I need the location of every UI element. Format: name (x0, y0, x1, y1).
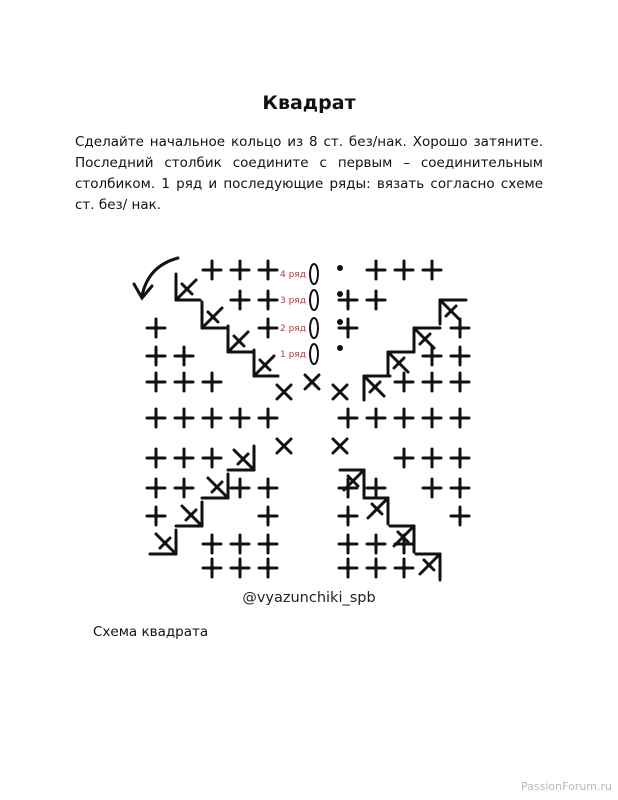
sc-stitch-symbol (423, 479, 441, 497)
sc-stitch-symbol (259, 479, 277, 497)
sc-stitch-symbol (423, 347, 441, 365)
increase-stitch-symbol (202, 302, 226, 328)
sc-stitch-symbol (203, 449, 221, 467)
chain-oval-symbol (310, 318, 318, 338)
row-label: 2 ряд (280, 324, 306, 334)
chain-oval-symbol (310, 264, 318, 284)
sc-stitch-symbol (175, 449, 193, 467)
increase-stitch-symbol (440, 300, 466, 324)
sc-stitch-symbol (367, 559, 385, 577)
row-label: 1 ряд (280, 350, 306, 360)
increase-stitch-symbol (202, 474, 228, 498)
sc-stitch-symbol (451, 507, 469, 525)
chain-x-symbol (305, 375, 319, 389)
sc-stitch-symbol (231, 291, 249, 309)
sc-stitch-symbol (367, 409, 385, 427)
increase-stitch-symbol (228, 446, 254, 470)
slip-stitch-dot (337, 265, 343, 271)
chain-oval-symbol (310, 290, 318, 310)
increase-stitch-symbol (228, 326, 252, 352)
sc-stitch-symbol (367, 291, 385, 309)
sc-stitch-symbol (339, 535, 357, 553)
sc-stitch-symbol (203, 409, 221, 427)
sc-stitch-symbol (339, 559, 357, 577)
sc-stitch-symbol (339, 409, 357, 427)
sc-stitch-symbol (451, 409, 469, 427)
sc-stitch-symbol (203, 261, 221, 279)
increase-stitch-symbol (364, 498, 388, 524)
increase-stitch-symbol (414, 328, 440, 352)
sc-stitch-symbol (395, 559, 413, 577)
row-label: 3 ряд (280, 296, 306, 306)
sc-stitch-symbol (395, 373, 413, 391)
crochet-chart (128, 248, 488, 588)
slip-stitch-dot (337, 291, 343, 297)
increase-stitch-symbol (388, 352, 414, 376)
sc-stitch-symbol (147, 347, 165, 365)
increase-stitch-symbol (254, 350, 278, 376)
sc-stitch-symbol (175, 479, 193, 497)
sc-stitch-symbol (423, 449, 441, 467)
increase-stitch-symbol (150, 530, 176, 554)
author-handle: @vyazunchiki_spb (242, 590, 376, 606)
sc-stitch-symbol (203, 373, 221, 391)
chain-x-symbol (333, 385, 347, 399)
sc-stitch-symbol (367, 261, 385, 279)
sc-stitch-symbol (147, 479, 165, 497)
sc-stitch-symbol (147, 319, 165, 337)
increase-stitch-symbol (176, 502, 202, 526)
chart-caption: Схема квадрата (93, 624, 209, 640)
sc-stitch-symbol (259, 261, 277, 279)
sc-stitch-symbol (259, 319, 277, 337)
sc-stitch-symbol (339, 507, 357, 525)
instructions-paragraph: Сделайте начальное кольцо из 8 ст. без/нак. Хорошо затяните. Последний столбик соедините с первым – соединительным столбиком. 1 ряд и последующие ряды: вязать согласно схеме ст. без/ нак. (75, 134, 543, 213)
sc-stitch-symbol (175, 347, 193, 365)
chain-x-symbol (333, 439, 347, 453)
sc-stitch-symbol (231, 409, 249, 427)
page-title: Квадрат (262, 92, 356, 114)
watermark: PassionForum.ru (521, 780, 612, 793)
sc-stitch-symbol (423, 373, 441, 391)
increase-stitch-symbol (364, 376, 390, 400)
slip-stitch-dot (337, 345, 343, 351)
sc-stitch-symbol (175, 373, 193, 391)
sc-stitch-symbol (231, 261, 249, 279)
sc-stitch-symbol (203, 559, 221, 577)
sc-stitch-symbol (423, 261, 441, 279)
sc-stitch-symbol (175, 409, 193, 427)
sc-stitch-symbol (259, 559, 277, 577)
sc-stitch-symbol (259, 535, 277, 553)
sc-stitch-symbol (203, 535, 221, 553)
sc-stitch-symbol (259, 409, 277, 427)
sc-stitch-symbol (231, 559, 249, 577)
sc-stitch-symbol (395, 449, 413, 467)
sc-stitch-symbol (451, 449, 469, 467)
sc-stitch-symbol (147, 449, 165, 467)
sc-stitch-symbol (147, 373, 165, 391)
slip-stitch-dot (337, 319, 343, 325)
sc-stitch-symbol (147, 507, 165, 525)
sc-stitch-symbol (147, 409, 165, 427)
increase-stitch-symbol (416, 554, 440, 580)
sc-stitch-symbol (423, 409, 441, 427)
sc-stitch-symbol (367, 479, 385, 497)
increase-stitch-symbol (340, 470, 364, 496)
sc-stitch-symbol (451, 373, 469, 391)
sc-stitch-symbol (367, 535, 385, 553)
sc-stitch-symbol (231, 535, 249, 553)
sc-stitch-symbol (451, 319, 469, 337)
row-label: 4 ряд (280, 270, 306, 280)
increase-stitch-symbol (390, 526, 414, 552)
sc-stitch-symbol (259, 507, 277, 525)
increase-stitch-symbol (176, 274, 200, 300)
sc-stitch-symbol (395, 261, 413, 279)
chain-oval-symbol (310, 344, 318, 364)
chain-x-symbol (277, 385, 291, 399)
sc-stitch-symbol (451, 347, 469, 365)
sc-stitch-symbol (231, 479, 249, 497)
sc-stitch-symbol (259, 291, 277, 309)
chain-x-symbol (277, 439, 291, 453)
sc-stitch-symbol (451, 479, 469, 497)
sc-stitch-symbol (395, 409, 413, 427)
